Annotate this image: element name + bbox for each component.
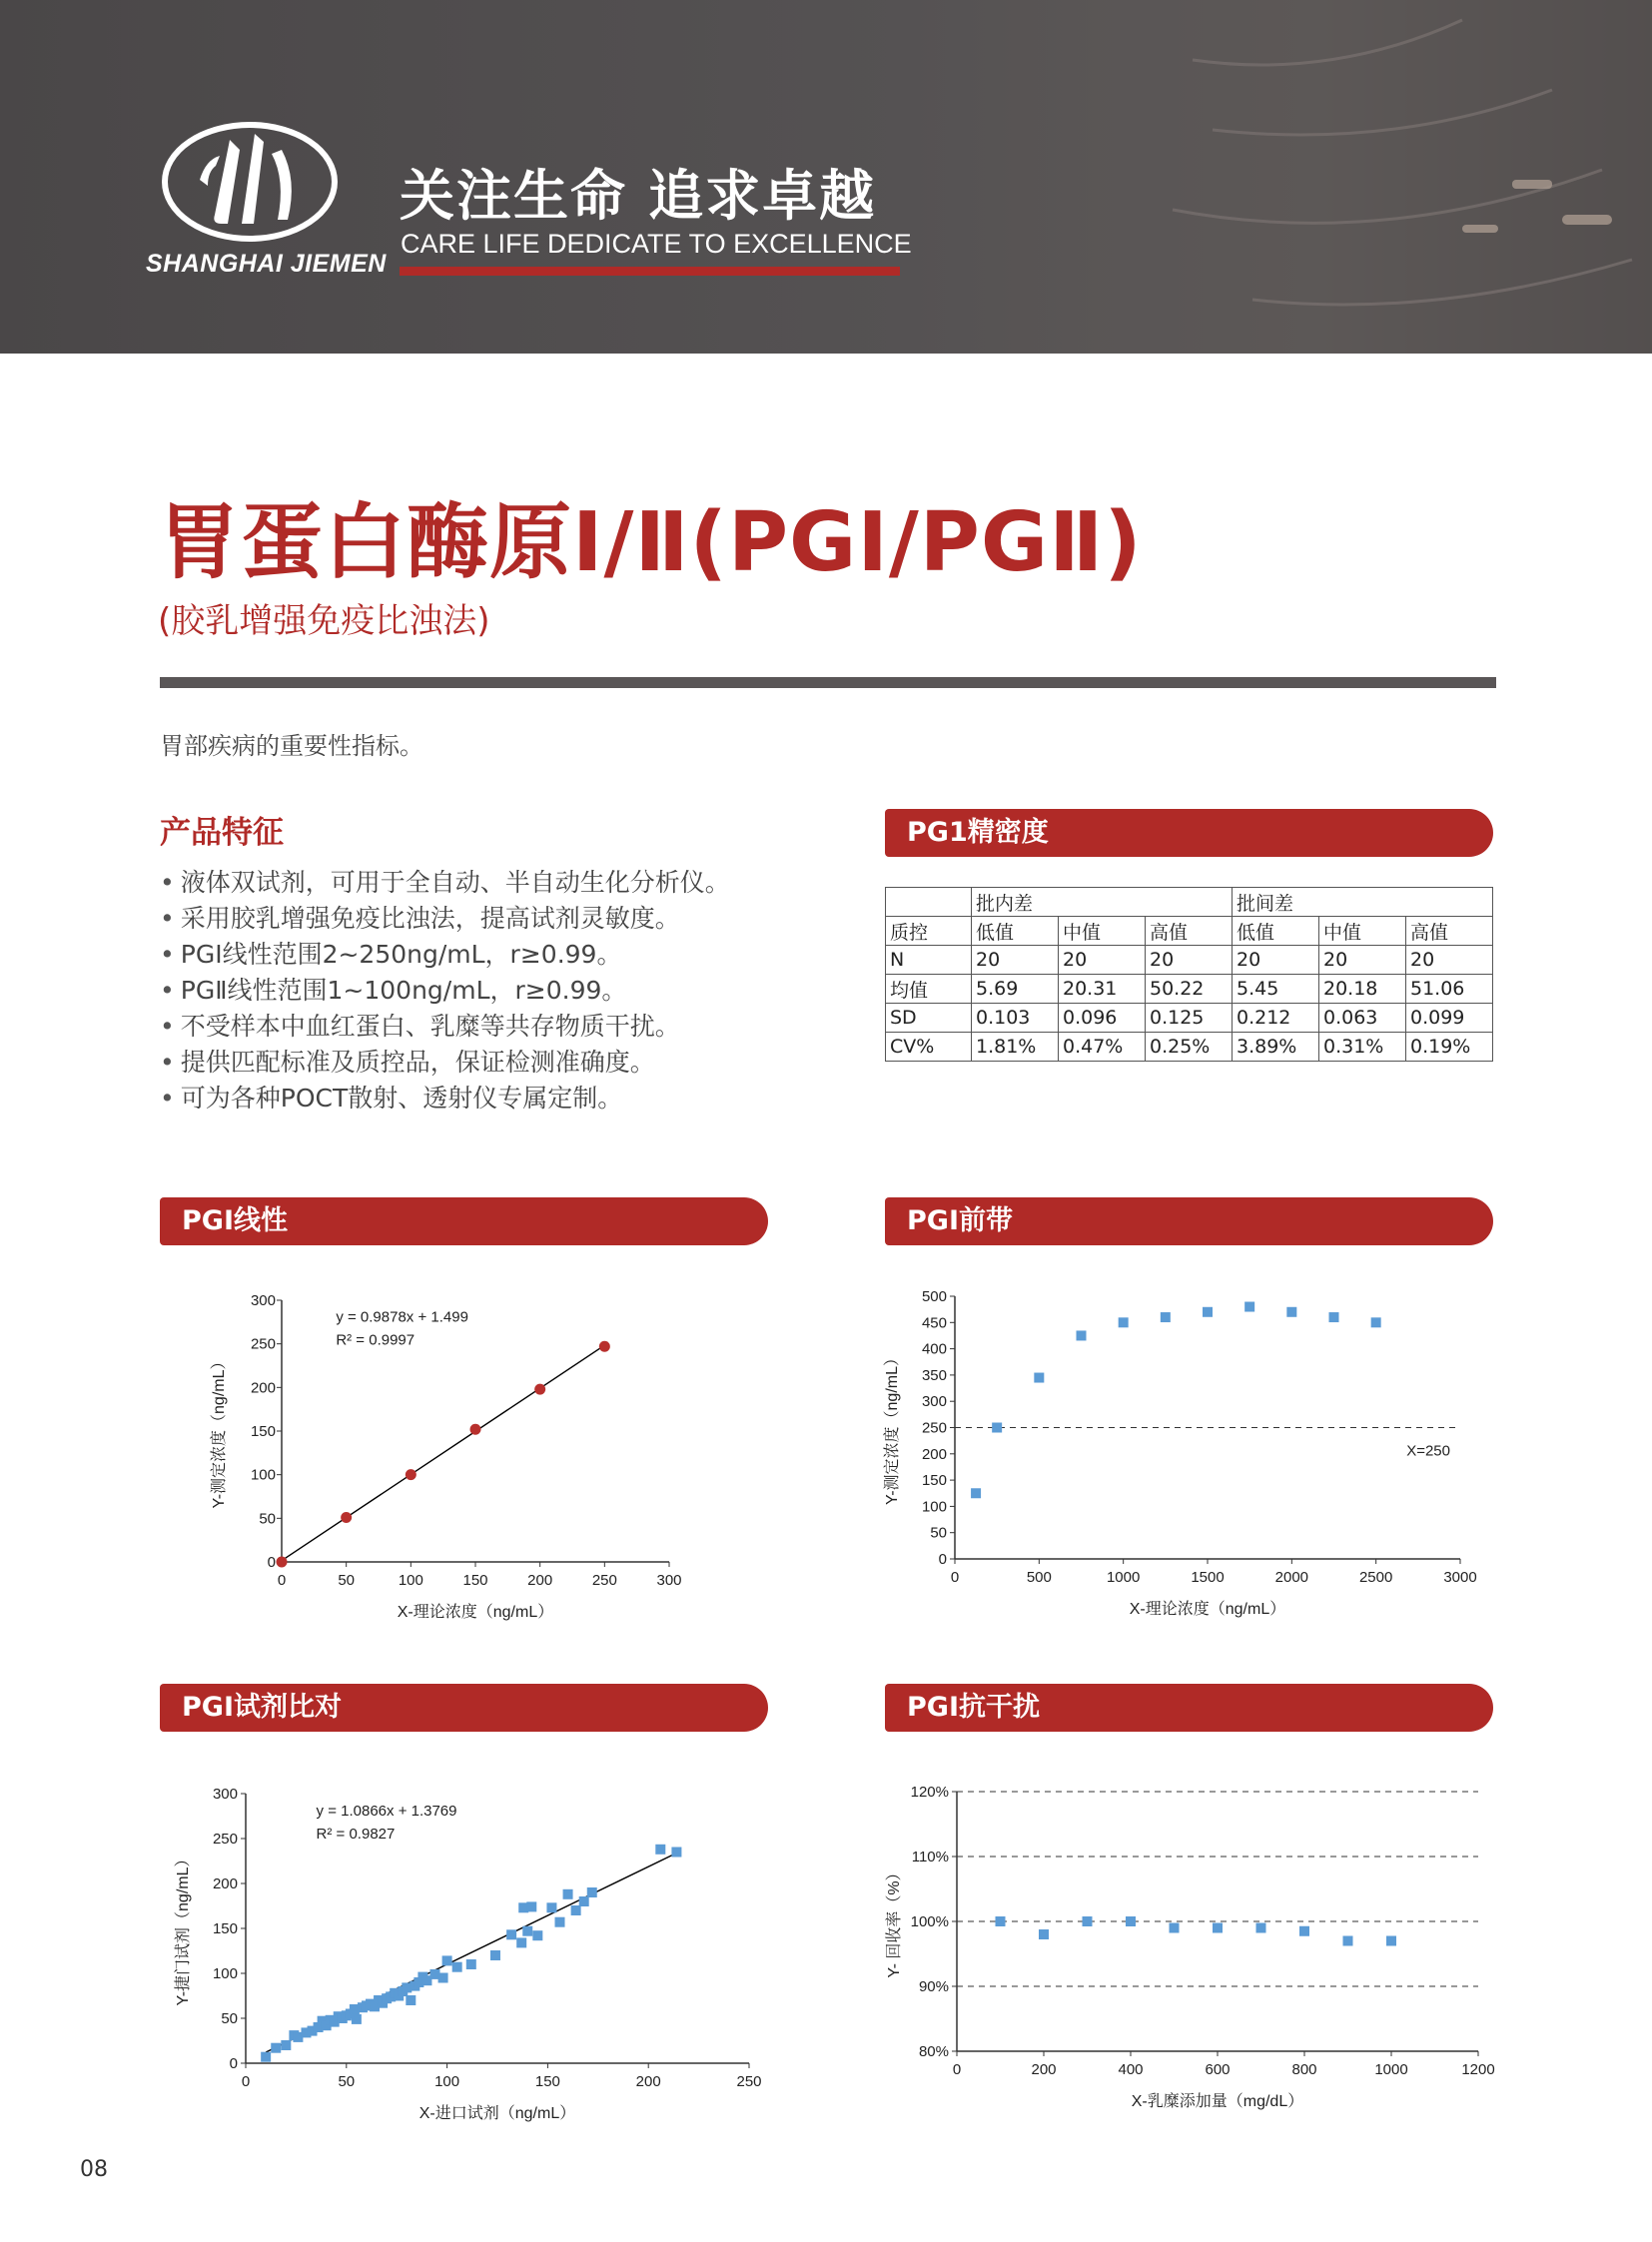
table-cell: 20 <box>1233 946 1319 975</box>
x-tick-label: 500 <box>1026 1569 1052 1586</box>
table-cell: 3.89% <box>1233 1033 1319 1062</box>
x-tick-label: 0 <box>950 1569 960 1586</box>
interference-heading: PGⅠ抗干扰 <box>885 1684 1493 1732</box>
data-point <box>1213 1923 1223 1933</box>
data-point <box>1256 1923 1266 1933</box>
data-point <box>1343 1936 1353 1946</box>
feature-item: • PGⅡ线性范围1~100ng/mL，r≥0.99。 <box>160 973 730 1009</box>
table-cell: 0.31% <box>1319 1033 1406 1062</box>
x-axis-label: X-进口试剂（ng/mL） <box>418 2105 576 2122</box>
data-point <box>406 1995 415 2005</box>
y-tick-label: 150 <box>250 1423 276 1440</box>
data-point <box>1286 1307 1296 1317</box>
y-tick-label: 200 <box>250 1379 276 1397</box>
data-point <box>1244 1302 1254 1312</box>
data-point <box>281 2040 291 2050</box>
x-tick-label: 800 <box>1291 2061 1317 2078</box>
data-point <box>971 1488 981 1498</box>
precision-table <box>885 887 1493 1062</box>
data-point <box>563 1889 573 1899</box>
y-tick-label: 150 <box>212 1920 238 1937</box>
feature-item: • 采用胶乳增强免疫比浊法，提高试剂灵敏度。 <box>160 901 730 937</box>
x-tick-label: 250 <box>591 1572 617 1589</box>
y-tick-label: 350 <box>921 1366 947 1384</box>
features-list <box>160 865 730 1117</box>
y-tick-label: 100 <box>250 1466 276 1484</box>
data-point <box>406 1469 416 1480</box>
data-point <box>1161 1312 1171 1322</box>
y-tick-label: 150 <box>921 1472 947 1490</box>
y-tick-label: 100 <box>921 1498 947 1516</box>
table-cell: 20.18 <box>1319 975 1406 1004</box>
data-point <box>1083 1916 1093 1926</box>
data-point <box>516 1937 526 1947</box>
x-tick-label: 1200 <box>1461 2061 1495 2078</box>
table-cell: 51.06 <box>1406 975 1493 1004</box>
y-axis-label: Y-捷门试剂（ng/mL） <box>175 1851 192 2006</box>
table-cell: 低值 <box>972 917 1059 946</box>
data-point <box>442 1955 452 1965</box>
data-point <box>671 1848 681 1858</box>
data-point <box>466 1959 476 1969</box>
table-cell: 高值 <box>1406 917 1493 946</box>
chart-annotation: y = 1.0866x + 1.3769 <box>316 1803 457 1821</box>
x-tick-label: 0 <box>241 2073 251 2090</box>
table-cell: SD <box>886 1004 972 1033</box>
linearity-chart <box>190 1278 729 1628</box>
y-tick-label: 90% <box>918 1978 949 1995</box>
features-heading: 产品特征 <box>160 815 284 851</box>
table-cell: 20.31 <box>1059 975 1146 1004</box>
table-cell: 中值 <box>1319 917 1406 946</box>
table-cell: 高值 <box>1146 917 1233 946</box>
table-cell: 0.212 <box>1233 1004 1319 1033</box>
data-point <box>554 1917 564 1927</box>
x-tick-label: 200 <box>1031 2061 1057 2078</box>
table-row <box>886 975 1493 1004</box>
y-tick-label: 400 <box>921 1340 947 1358</box>
x-axis-label: X-乳糜添加量（mg/dL） <box>1131 2093 1304 2110</box>
data-point <box>1386 1936 1396 1946</box>
table-cell: 20 <box>1319 946 1406 975</box>
y-tick-label: 250 <box>212 1831 238 1848</box>
table-row <box>886 1033 1493 1062</box>
slogan-chinese: 关注生命 追求卓越 <box>400 164 877 228</box>
table-cell: 1.81% <box>972 1033 1059 1062</box>
x-tick-label: 100 <box>398 1572 423 1589</box>
interference-chart <box>869 1770 1508 2129</box>
x-tick-label: 1500 <box>1191 1569 1225 1586</box>
data-point <box>341 1512 352 1523</box>
table-cell: 20 <box>1146 946 1233 975</box>
table-cell: N <box>886 946 972 975</box>
table-cell: 20 <box>1059 946 1146 975</box>
table-row <box>886 1004 1493 1033</box>
y-tick-label: 50 <box>259 1510 276 1528</box>
reference-line-label: X=250 <box>1406 1442 1450 1460</box>
table-cell: 0.099 <box>1406 1004 1493 1033</box>
trendline <box>282 1345 604 1561</box>
shanghai-jiemen-logo <box>160 120 340 245</box>
x-tick-label: 3000 <box>1443 1569 1477 1586</box>
data-point <box>992 1423 1002 1433</box>
feature-item: • 液体双试剂，可用于全自动、半自动生化分析仪。 <box>160 865 730 901</box>
data-point <box>261 2052 271 2062</box>
data-point <box>1371 1317 1381 1327</box>
data-point <box>534 1384 545 1395</box>
chart-annotation: y = 0.9878x + 1.499 <box>336 1308 468 1326</box>
data-point <box>532 1930 542 1940</box>
x-tick-label: 50 <box>338 1572 356 1589</box>
comparison-chart <box>150 1770 769 2129</box>
x-axis-label: X-理论浓度（ng/mL） <box>397 1604 554 1621</box>
slogan-underline <box>400 267 900 276</box>
y-tick-label: 300 <box>921 1393 947 1411</box>
data-point <box>996 1916 1006 1926</box>
x-tick-label: 400 <box>1118 2061 1144 2078</box>
table-cell: 0.25% <box>1146 1033 1233 1062</box>
y-tick-label: 0 <box>938 1551 947 1568</box>
data-point <box>587 1887 597 1897</box>
y-tick-label: 250 <box>921 1419 947 1437</box>
y-tick-label: 300 <box>250 1292 276 1309</box>
y-tick-label: 50 <box>221 2010 238 2027</box>
chart-annotation: R² = 0.9827 <box>316 1826 396 1844</box>
y-axis-label: Y-测定浓度（ng/mL） <box>211 1353 228 1509</box>
table-cell: 0.096 <box>1059 1004 1146 1033</box>
table-cell: 0.063 <box>1319 1004 1406 1033</box>
x-tick-label: 0 <box>952 2061 962 2078</box>
x-tick-label: 1000 <box>1374 2061 1408 2078</box>
x-tick-label: 200 <box>527 1572 553 1589</box>
table-cell: 低值 <box>1233 917 1319 946</box>
data-point <box>1126 1916 1136 1926</box>
table-cell: 0.47% <box>1059 1033 1146 1062</box>
comparison-heading: PGⅠ试剂比对 <box>160 1684 768 1732</box>
y-tick-label: 200 <box>921 1445 947 1463</box>
table-cell: 5.69 <box>972 975 1059 1004</box>
data-point <box>546 1902 556 1912</box>
y-tick-label: 0 <box>229 2055 238 2072</box>
y-tick-label: 100% <box>910 1913 949 1930</box>
x-tick-label: 250 <box>736 2073 762 2090</box>
data-point <box>352 2014 362 2024</box>
table-cell: 质控 <box>886 917 972 946</box>
data-point <box>1170 1923 1180 1933</box>
x-tick-label: 600 <box>1205 2061 1231 2078</box>
table-cell: 20 <box>1406 946 1493 975</box>
data-point <box>506 1929 516 1939</box>
data-point <box>655 1845 665 1855</box>
y-tick-label: 250 <box>250 1335 276 1353</box>
table-cell: 5.45 <box>1233 975 1319 1004</box>
x-tick-label: 150 <box>534 2073 560 2090</box>
data-point <box>1299 1926 1309 1936</box>
x-tick-label: 1000 <box>1106 1569 1141 1586</box>
chart-annotation: R² = 0.9997 <box>336 1331 415 1349</box>
table-cell: 批内差 <box>972 888 1233 917</box>
data-point <box>571 1905 581 1915</box>
data-point <box>1039 1929 1049 1939</box>
data-point <box>470 1424 481 1435</box>
table-cell: 批间差 <box>1233 888 1493 917</box>
x-tick-label: 150 <box>462 1572 488 1589</box>
precision-heading: PG1精密度 <box>885 809 1493 857</box>
page-number: 08 <box>80 2157 108 2182</box>
x-tick-label: 2000 <box>1274 1569 1309 1586</box>
y-tick-label: 110% <box>911 1849 949 1866</box>
y-tick-label: 120% <box>910 1784 949 1801</box>
product-method: (胶乳增强免疫比浊法) <box>158 601 490 641</box>
data-point <box>522 1926 532 1936</box>
feature-item: • 不受样本中血红蛋白、乳糜等共存物质干扰。 <box>160 1009 730 1045</box>
x-tick-label: 200 <box>635 2073 661 2090</box>
y-tick-label: 200 <box>212 1875 238 1892</box>
y-tick-label: 0 <box>267 1554 276 1571</box>
data-point <box>526 1901 536 1911</box>
linearity-heading: PGⅠ线性 <box>160 1197 768 1245</box>
table-cell: 0.19% <box>1406 1033 1493 1062</box>
x-tick-label: 100 <box>434 2073 460 2090</box>
data-point <box>490 1950 500 1960</box>
y-tick-label: 80% <box>918 2043 949 2060</box>
data-point <box>1119 1317 1129 1327</box>
feature-item: • 可为各种POCT散射、透射仪专属定制。 <box>160 1081 730 1117</box>
table-cell: 均值 <box>886 975 972 1004</box>
data-point <box>1329 1312 1339 1322</box>
feature-item: • PGⅠ线性范围2~250ng/mL，r≥0.99。 <box>160 937 730 973</box>
data-point <box>438 1973 448 1983</box>
y-tick-label: 450 <box>921 1314 947 1332</box>
data-point <box>579 1896 589 1906</box>
data-point <box>452 1962 462 1972</box>
title-divider <box>160 677 1496 688</box>
y-tick-label: 50 <box>930 1524 947 1542</box>
header-banner <box>0 0 1652 354</box>
table-cell: 0.103 <box>972 1004 1059 1033</box>
table-group-row <box>886 888 1493 917</box>
brand-name: SHANGHAI JIEMEN <box>146 250 387 278</box>
prozone-chart <box>869 1278 1508 1628</box>
data-point <box>277 1557 288 1568</box>
slogan-english: CARE LIFE DEDICATE TO EXCELLENCE <box>401 229 912 259</box>
y-axis-label: Y- 回收率（%） <box>886 1865 903 1978</box>
data-point <box>1203 1307 1213 1317</box>
data-point <box>599 1341 610 1352</box>
x-axis-label: X-理论浓度（ng/mL） <box>1129 1601 1286 1618</box>
table-cell: 0.125 <box>1146 1004 1233 1033</box>
x-tick-label: 50 <box>338 2073 356 2090</box>
table-cell <box>886 888 972 917</box>
x-tick-label: 2500 <box>1358 1569 1393 1586</box>
table-row <box>886 946 1493 975</box>
table-cell: 20 <box>972 946 1059 975</box>
y-axis-label: Y-测定浓度（ng/mL） <box>884 1349 901 1506</box>
table-header-row <box>886 917 1493 946</box>
prozone-heading: PGⅠ前带 <box>885 1197 1493 1245</box>
table-cell: 50.22 <box>1146 975 1233 1004</box>
x-tick-label: 300 <box>656 1572 682 1589</box>
y-tick-label: 500 <box>921 1288 947 1305</box>
feature-item: • 提供匹配标准及质控品，保证检测准确度。 <box>160 1045 730 1081</box>
product-title: 胃蛋白酶原Ⅰ/Ⅱ(PGⅠ/PGⅡ) <box>158 495 1143 590</box>
data-point <box>1077 1330 1087 1340</box>
data-point <box>1034 1373 1044 1383</box>
y-tick-label: 300 <box>212 1786 238 1803</box>
product-intro: 胃部疾病的重要性指标。 <box>160 732 423 760</box>
table-cell: CV% <box>886 1033 972 1062</box>
y-tick-label: 100 <box>212 1965 238 1982</box>
header-background-graphic <box>1133 0 1652 354</box>
x-tick-label: 0 <box>277 1572 287 1589</box>
data-point <box>271 2043 281 2053</box>
table-cell: 中值 <box>1059 917 1146 946</box>
